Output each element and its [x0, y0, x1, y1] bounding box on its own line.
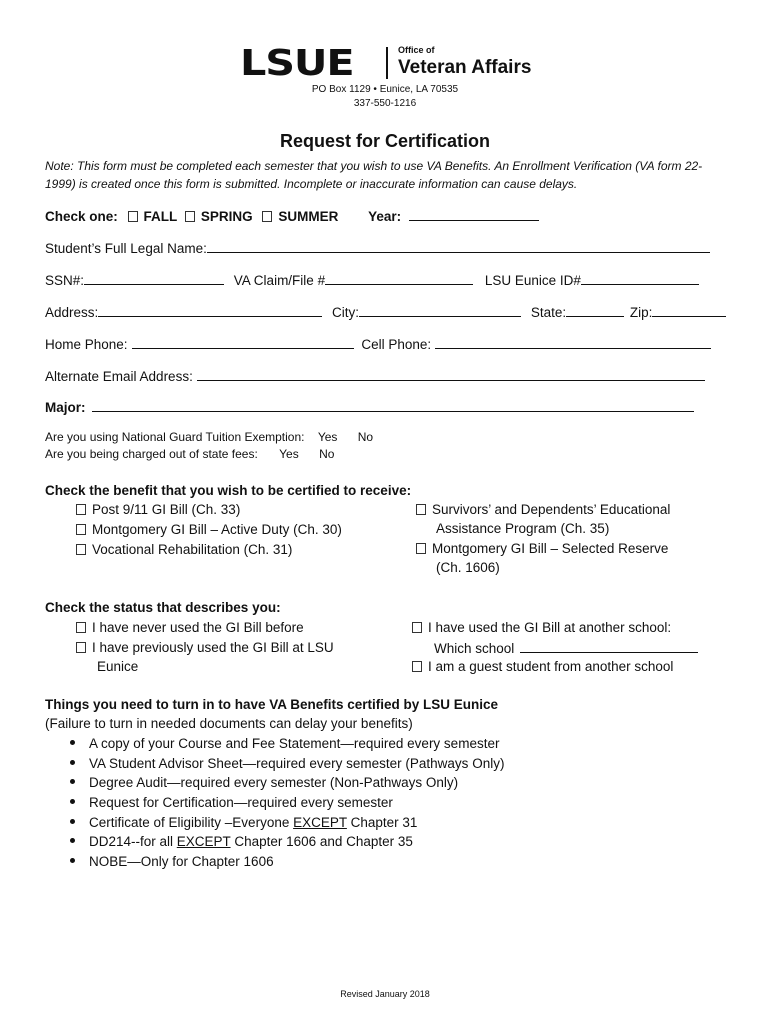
office-address: PO Box 1129 • Eunice, LA 70535: [311, 84, 459, 95]
nobe-text: NOBE—Only for Chapter 1606: [89, 854, 274, 869]
turn-in-item: [70, 775, 458, 790]
va-claim-field[interactable]: [325, 271, 473, 285]
guard-question: Are you using National Guard Tuition Exemption:: [45, 430, 305, 444]
benefit-voc-rehab: [76, 542, 292, 557]
dd214-text: DD214--for all: [89, 834, 177, 849]
benefits-heading: Check the benefit that you wish to be certified to receive:: [45, 483, 412, 498]
which-school-row: [434, 639, 700, 656]
bullet-icon: [70, 740, 75, 745]
status-heading: Check the status that describes you:: [45, 600, 281, 615]
spring-label: SPRING: [200, 209, 253, 224]
status-never-used: [76, 620, 304, 635]
summer-checkbox[interactable]: [262, 211, 272, 222]
turn-in-text: Degree Audit—required every semester (Non-Pathways Only): [89, 775, 459, 790]
email-row: [45, 367, 707, 384]
city-field[interactable]: [359, 303, 521, 317]
guard-no[interactable]: No: [357, 430, 374, 444]
id-row: [45, 271, 701, 288]
full-name-field[interactable]: [207, 239, 710, 253]
va-claim-label: VA Claim/File #: [233, 273, 326, 288]
bullet-icon: [70, 819, 75, 824]
turn-in-item: [70, 756, 504, 771]
turn-in-item: [70, 795, 393, 810]
ssn-label: SSN#:: [45, 273, 85, 288]
mgib-ad-checkbox[interactable]: [76, 524, 86, 535]
home-phone-label: Home Phone:: [45, 337, 128, 352]
zip-label: Zip:: [629, 305, 653, 320]
turn-in-subheading: (Failure to turn in needed documents can delay your benefits): [45, 716, 413, 731]
turn-in-heading: Things you need to turn in to have VA Benefits certified by LSU Eunice: [45, 697, 499, 712]
bullet-icon: [70, 799, 75, 804]
cell-phone-field[interactable]: [435, 335, 711, 349]
status-label: I have previously used the GI Bill at LSU: [92, 640, 334, 655]
lsu-id-label: LSU Eunice ID#: [484, 273, 581, 288]
address-field[interactable]: [98, 303, 322, 317]
status-other-school: [412, 620, 671, 635]
benefit-mgib-sr: [416, 541, 668, 556]
benefit-label: Post 9/11 GI Bill (Ch. 33): [92, 502, 241, 517]
status-label: I am a guest student from another school: [428, 659, 674, 674]
guest-student-checkbox[interactable]: [412, 661, 422, 672]
form-note: Note: This form must be completed each semester that you wish to use VA Benefits. An Enrollment Verification (VA form 22-1999) is created once this form is submitted. Incomplete or inaccurate information can cause delays.: [45, 159, 703, 191]
never-used-checkbox[interactable]: [76, 622, 86, 633]
spring-checkbox[interactable]: [185, 211, 195, 222]
fall-label: FALL: [143, 209, 178, 224]
year-field[interactable]: [409, 207, 539, 221]
check-one-row: [45, 207, 541, 224]
summer-label: SUMMER: [278, 209, 339, 224]
outstate-yes[interactable]: Yes: [279, 447, 299, 461]
footer-revised: Revised January 2018: [340, 989, 430, 999]
benefit-post911: [76, 502, 240, 517]
department-name: Veteran Affairs: [398, 57, 532, 78]
voc-rehab-checkbox[interactable]: [76, 544, 86, 555]
turn-in-text: VA Student Advisor Sheet—required every semester (Pathways Only): [89, 756, 505, 771]
major-label: Major:: [45, 400, 86, 415]
major-field[interactable]: [92, 398, 694, 412]
previous-lsu-checkbox[interactable]: [76, 642, 86, 653]
benefit-mgib-ad: [76, 522, 342, 537]
alt-email-field[interactable]: [197, 367, 705, 381]
phone-row: [45, 335, 713, 352]
other-school-checkbox[interactable]: [412, 622, 422, 633]
bullet-icon: [70, 838, 75, 843]
full-name-label: Student’s Full Legal Name:: [45, 241, 207, 256]
benefit-label: Montgomery GI Bill – Selected Reserve: [432, 541, 669, 556]
mgib-sr-checkbox[interactable]: [416, 543, 426, 554]
address-row: [45, 303, 728, 320]
home-phone-field[interactable]: [132, 335, 354, 349]
year-label: Year:: [368, 209, 402, 224]
office-phone: 337-550-1216: [353, 98, 417, 109]
lsu-id-field[interactable]: [581, 271, 699, 285]
dea-checkbox[interactable]: [416, 504, 426, 515]
coe-text: Certificate of Eligibility –Everyone: [89, 815, 294, 830]
turn-in-text: A copy of your Course and Fee Statement—required every semester: [89, 736, 500, 751]
outstate-question-row: [45, 447, 334, 461]
status-previous-lsu: [76, 640, 334, 655]
coe-text-end: Chapter 31: [346, 815, 418, 830]
which-school-label: Which school: [434, 641, 515, 656]
turn-in-text: Request for Certification—required every semester: [89, 795, 393, 810]
major-row: [45, 398, 696, 415]
post911-checkbox[interactable]: [76, 504, 86, 515]
state-field[interactable]: [566, 303, 624, 317]
status-previous-lsu-cont: Eunice: [97, 659, 139, 674]
cell-phone-label: Cell Phone:: [361, 337, 432, 352]
turn-in-item: [70, 815, 417, 830]
page-title: Request for Certification: [279, 131, 491, 151]
lsue-logo: LSUE: [240, 43, 354, 84]
check-one-label: Check one:: [45, 209, 118, 224]
turn-in-item: [70, 736, 499, 751]
coe-except: EXCEPT: [293, 815, 347, 830]
turn-in-item: [70, 834, 413, 849]
outstate-no[interactable]: No: [319, 447, 335, 461]
benefit-dea: [416, 502, 670, 517]
bullet-icon: [70, 858, 75, 863]
ssn-field[interactable]: [84, 271, 224, 285]
guard-yes[interactable]: Yes: [317, 430, 338, 444]
bullet-icon: [70, 760, 75, 765]
benefit-label: Montgomery GI Bill – Active Duty (Ch. 30): [92, 522, 342, 537]
address-label: Address:: [45, 305, 99, 320]
logo-divider: [386, 47, 388, 79]
dd214-except: EXCEPT: [176, 834, 231, 849]
full-name-row: [45, 239, 712, 256]
status-label: I have never used the GI Bill before: [92, 620, 304, 635]
benefit-mgib-sr-cont: (Ch. 1606): [436, 560, 500, 575]
office-of-label: Office of: [398, 45, 435, 55]
which-school-field[interactable]: [520, 639, 698, 653]
benefit-label: Vocational Rehabilitation (Ch. 31): [92, 542, 293, 557]
status-label: I have used the GI Bill at another school:: [428, 620, 672, 635]
benefit-dea-cont: Assistance Program (Ch. 35): [436, 521, 610, 536]
bullet-icon: [70, 779, 75, 784]
guard-question-row: [45, 430, 373, 444]
outstate-question: Are you being charged out of state fees:: [45, 447, 258, 461]
fall-checkbox[interactable]: [128, 211, 138, 222]
status-guest-student: [412, 659, 673, 674]
zip-field[interactable]: [652, 303, 726, 317]
benefit-label: Survivors’ and Dependents’ Educational: [432, 502, 671, 517]
city-label: City:: [332, 305, 360, 320]
turn-in-item: [70, 854, 274, 869]
dd214-text-end: Chapter 1606 and Chapter 35: [230, 834, 413, 849]
alt-email-label: Alternate Email Address:: [45, 369, 193, 384]
state-label: State:: [530, 305, 567, 320]
